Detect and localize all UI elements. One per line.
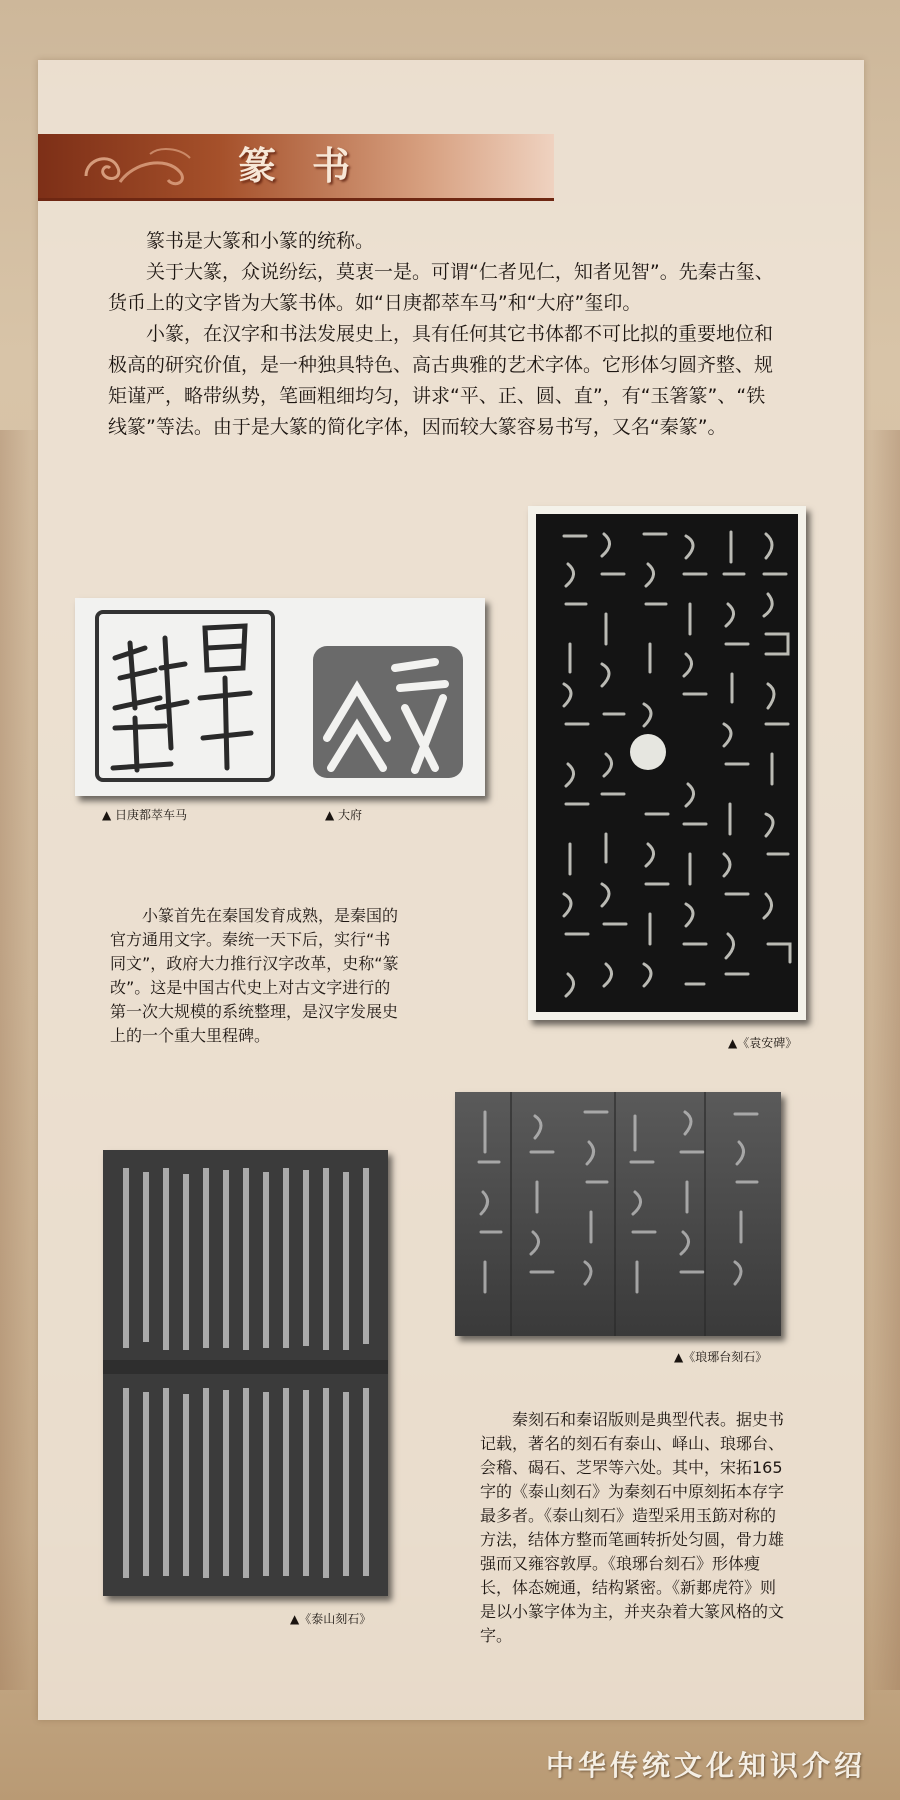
footer-series-title: 中华传统文化知识介绍 xyxy=(545,1749,866,1782)
taishan-stone-rubbing-image xyxy=(103,1150,388,1596)
caption-taishan-stone: ▲《泰山刻石》 xyxy=(290,1612,372,1626)
qin-stone-text: 秦刻石和秦诏版则是典型代表。据史书记载，著名的刻石有泰山、峄山、琅琊台、会稽、碣石、芝罘等六处。其中，宋拓165字的《泰山刻石》为秦刻石中原刻拓本存字最多者。《泰山刻石》造型采用玉筯对称的方法，结体方整而笔画转折处匀圆，骨力雄强而又雍容敦厚。《琅琊台刻石》形体瘦长，体态婉通，结构紧密。《新郪虎符》则是以小篆字体为主，并夹杂着大篆风格的文字。 xyxy=(480,1410,785,1645)
intro-paragraph: 篆书是大篆和小篆的统称。 xyxy=(146,230,375,252)
intro-paragraph: 关于大篆，众说纷纭，莫衷一是。可谓“仁者见仁，知者见智”。先秦古玺、货币上的文字皆为大篆书体。如“日庚都萃车马”和“大府”玺印。 xyxy=(108,261,774,314)
caption-seal-1: ▲ 日庚都萃车马 xyxy=(102,808,188,822)
caption-langya-stone: ▲《琅琊台刻石》 xyxy=(674,1350,768,1364)
langya-stone-drawing xyxy=(455,1092,781,1336)
background-decoration-right xyxy=(864,430,900,1690)
intro-text xyxy=(108,226,780,443)
yuan-an-stele-drawing xyxy=(536,514,798,1012)
langya-stone-rubbing-image xyxy=(455,1092,781,1336)
background-decoration-left xyxy=(0,430,38,1690)
caption-yuan-an-stele: ▲《袁安碑》 xyxy=(728,1036,798,1050)
intro-paragraph: 小篆，在汉字和书法发展史上，具有任何其它书体都不可比拟的重要地位和极高的研究价值，是一种独具特色、高古典雅的艺术字体。它形体匀圆齐整、规矩谨严，略带纵势，笔画粗细均匀，讲求“平、正、圆、直”，有“玉箸篆”、“铁线篆”等法。由于是大篆的简化字体，因而较大篆容易书写，又名“秦篆”。 xyxy=(108,323,774,438)
qin-stone-paragraph xyxy=(480,1408,786,1648)
xiaozhuan-paragraph xyxy=(110,904,400,1048)
seal-impressions-image xyxy=(75,598,485,796)
title-banner xyxy=(38,134,554,201)
xiaozhuan-text: 小篆首先在秦国发育成熟，是秦国的官方通用文字。秦统一天下后，实行“书同文”，政府大力推行汉字改革，史称“篆改”。这是中国古代史上对古文字进行的第一次大规模的系统整理，是汉字发展史上的一个重大里程碑。 xyxy=(110,906,399,1045)
caption-seal-2: ▲ 大府 xyxy=(325,808,363,822)
yuan-an-stele-rubbing-image xyxy=(528,506,806,1020)
taishan-stone-drawing xyxy=(103,1150,388,1596)
cloud-swirl-icon xyxy=(80,142,200,190)
seal-impressions-drawing xyxy=(75,598,485,796)
page-title: 篆书 xyxy=(238,143,387,188)
